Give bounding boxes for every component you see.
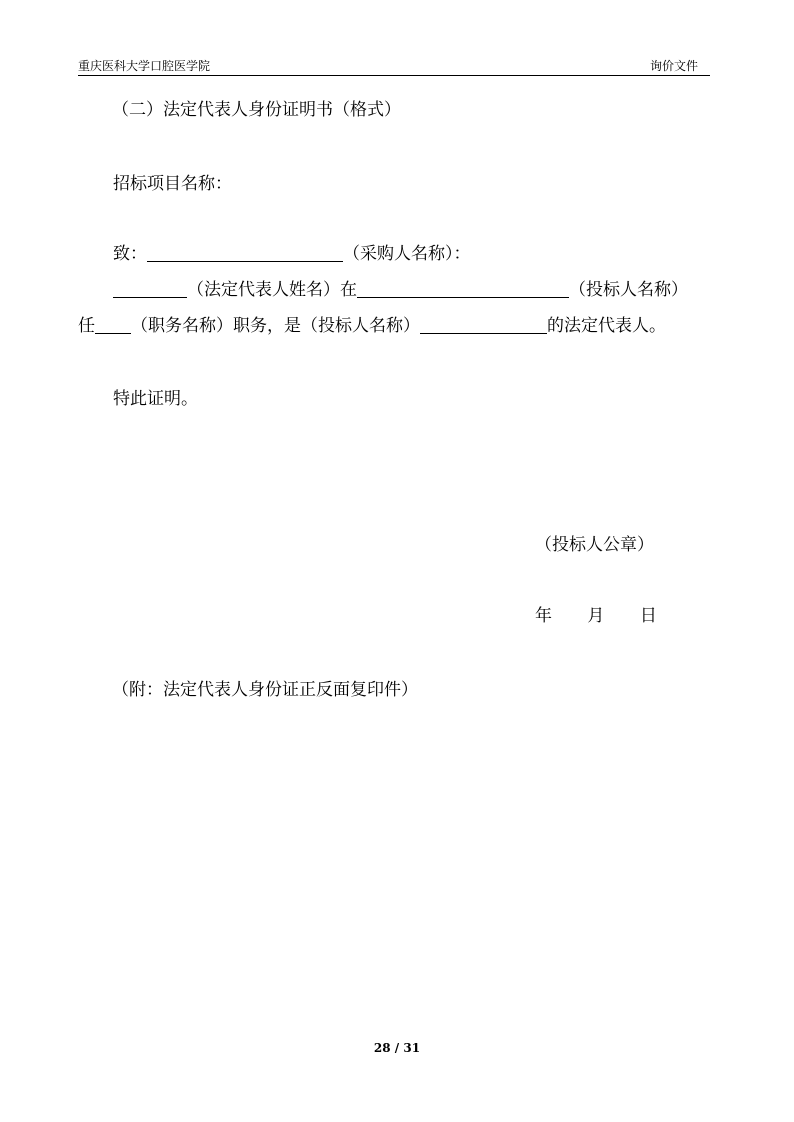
date-line (535, 605, 657, 627)
certify-text: 特此证明。 (113, 389, 198, 409)
bidder-seal: （投标人公章） (535, 535, 654, 555)
date-month: 月 (587, 606, 605, 626)
header-doc-type: 询价文件 (649, 59, 698, 73)
duty-line (78, 315, 666, 337)
date-year: 年 (535, 606, 552, 626)
bidder-name-blank-2[interactable] (420, 315, 547, 334)
bidder-name-hint: （投标人名称） (569, 280, 688, 300)
duty-middle: （职务名称）职务，是（投标人名称） (131, 316, 420, 336)
attachment-note: （附：法定代表人身份证正反面复印件） (112, 680, 418, 700)
duty-prefix: 任 (78, 316, 95, 336)
page-header (78, 57, 710, 76)
duty-suffix: 的法定代表人。 (547, 316, 666, 336)
purchaser-name-blank[interactable] (147, 243, 343, 262)
date-day: 日 (639, 606, 657, 626)
representative-line (113, 279, 688, 301)
bidder-name-blank[interactable] (357, 279, 569, 298)
page-number: 28 / 31 (373, 1041, 421, 1055)
section-title: （二）法定代表人身份证明书（格式） (112, 100, 401, 120)
to-prefix: 致： (113, 244, 147, 264)
header-institution: 重庆医科大学口腔医学院 (78, 59, 211, 73)
to-line (113, 243, 471, 265)
to-suffix: （采购人名称）： (343, 244, 471, 264)
representative-name-blank[interactable] (113, 279, 187, 298)
position-blank[interactable] (95, 315, 131, 334)
representative-name-hint: （法定代表人姓名）在 (187, 280, 357, 300)
project-name-label: 招标项目名称： (113, 174, 232, 194)
